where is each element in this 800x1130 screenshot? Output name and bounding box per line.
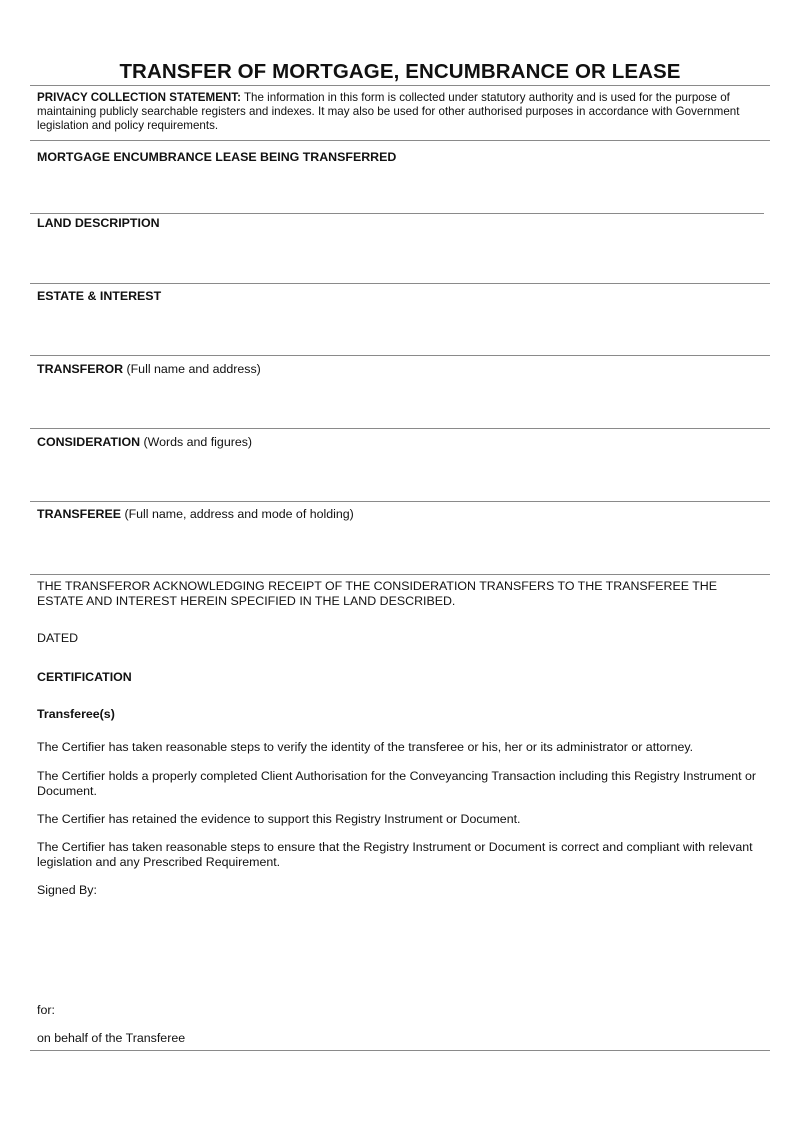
divider xyxy=(30,428,770,429)
divider xyxy=(30,283,770,284)
land-description-label: LAND DESCRIPTION xyxy=(37,216,160,230)
divider xyxy=(30,140,770,141)
for-label: for: xyxy=(37,1003,55,1017)
transferee-hint: (Full name, address and mode of holding) xyxy=(121,507,354,521)
being-transferred-label: MORTGAGE ENCUMBRANCE LEASE BEING TRANSFERRED xyxy=(37,150,397,164)
dated-label: DATED xyxy=(37,631,79,645)
divider xyxy=(30,574,770,575)
consideration-label xyxy=(37,435,252,449)
transferee-label xyxy=(37,507,354,521)
privacy-text: The information in this form is collected under statutory authority and is used for the purpose of maintaining publicly searchable registers and indexes. It may also be used for other authorised purposes in accordance with Government legislation and policy requirements. xyxy=(37,91,740,132)
transferor-label-text: TRANSFEROR xyxy=(37,362,124,376)
certification-heading: CERTIFICATION xyxy=(37,670,132,684)
signed-by-label: Signed By: xyxy=(37,883,97,897)
transferee-label-text: TRANSFEREE xyxy=(37,507,121,521)
transferor-hint: (Full name and address) xyxy=(123,362,261,376)
transferor-label xyxy=(37,362,261,376)
acknowledgement-text: THE TRANSFEROR ACKNOWLEDGING RECEIPT OF THE CONSIDERATION TRANSFERS TO THE TRANSFEREE THE ESTATE AND INTEREST HEREIN SPECIFIED IN THE LAND DESCRIBED. xyxy=(37,579,717,608)
on-behalf-label: on behalf of the Transferee xyxy=(37,1031,186,1045)
document-title: TRANSFER OF MORTGAGE, ENCUMBRANCE OR LEASE xyxy=(119,60,681,83)
certification-statement: The Certifier has taken reasonable steps to ensure that the Registry Instrument or Document is correct and compliant with relevant legislation and any Prescribed Requirement. xyxy=(37,840,753,869)
certification-statement: The Certifier holds a properly completed Client Authorisation for the Conveyancing Transaction including this Registry Instrument or Document. xyxy=(37,769,757,798)
consideration-label-text: CONSIDERATION xyxy=(37,435,141,449)
privacy-heading: PRIVACY COLLECTION STATEMENT: xyxy=(37,91,241,104)
consideration-hint: (Words and figures) xyxy=(140,435,253,449)
divider xyxy=(30,501,770,502)
divider xyxy=(30,213,764,214)
certification-subheading: Transferee(s) xyxy=(37,707,115,721)
divider xyxy=(30,1050,770,1051)
estate-interest-label: ESTATE & INTEREST xyxy=(37,289,162,303)
certification-statement: The Certifier has retained the evidence to support this Registry Instrument or Document. xyxy=(37,812,521,826)
divider xyxy=(30,355,770,356)
divider xyxy=(30,85,770,86)
privacy-statement xyxy=(37,91,762,133)
certification-statement: The Certifier has taken reasonable steps to verify the identity of the transferee or his, her or its administrator or attorney. xyxy=(37,740,694,754)
